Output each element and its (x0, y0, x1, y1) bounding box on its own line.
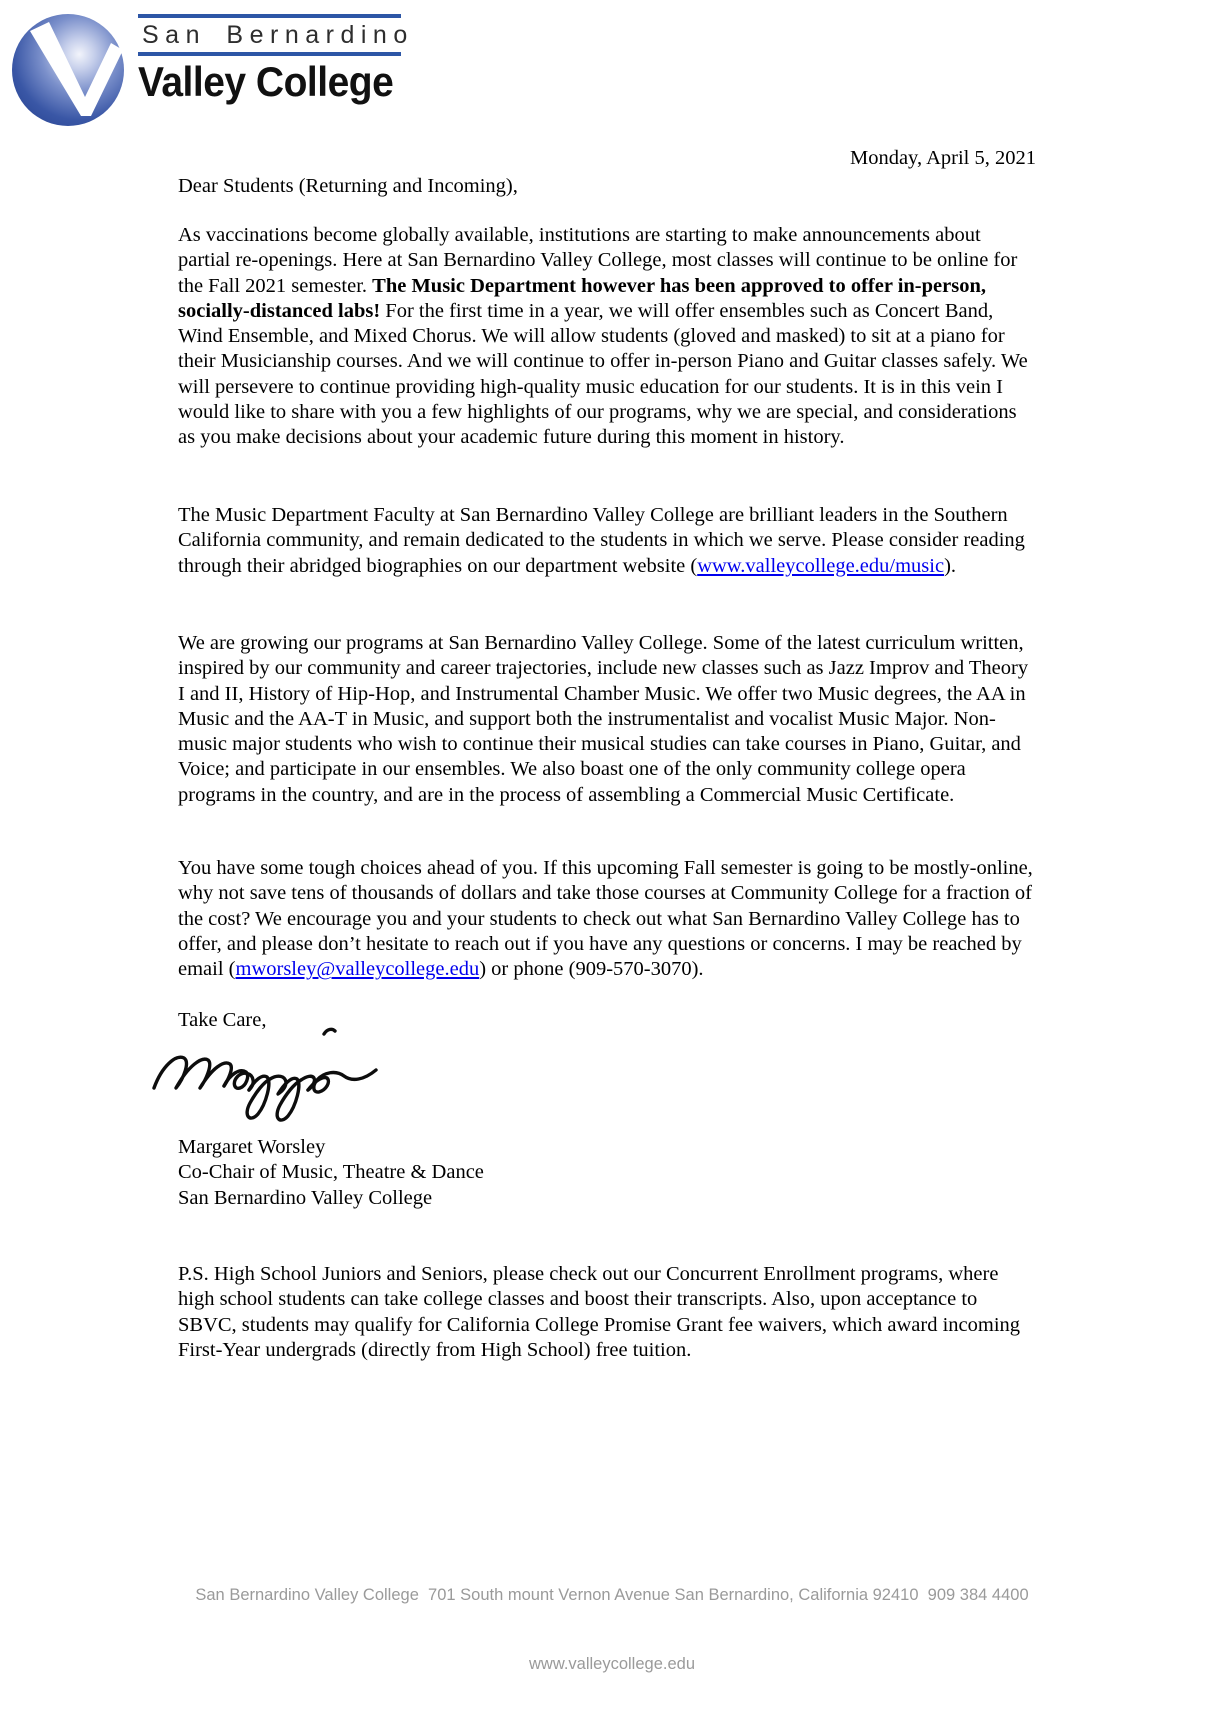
college-letterhead (6, 8, 414, 132)
paragraph-faculty (178, 503, 1036, 579)
closing-line: Take Care, (178, 1009, 267, 1031)
paragraph-text: The Music Department Faculty at San Bernardino Valley College are brilliant leaders in the Southern California community, and remain dedicated to the students in which we serve. Please consider reading through their abridged biographies on our department website ( (178, 504, 1025, 577)
letter-date: Monday, April 5, 2021 (849, 147, 1036, 169)
college-logo-icon (6, 8, 130, 132)
footer-address-line: San Bernardino Valley College 701 South mount Vernon Avenue San Bernardino, California 92410 909 384 4400 (195, 1586, 1029, 1604)
college-logo-text (138, 8, 414, 104)
paragraph-reopening (178, 223, 1036, 451)
signer-name: Margaret Worsley (178, 1136, 326, 1158)
paragraph-text: For the first time in a year, we will offer ensembles such as Concert Band, Wind Ensemble, and Mixed Chorus. We will allow students (gloved and masked) to sit at a piano for their Musicianship courses. And we will continue to offer in-person Piano and Guitar classes safely. We will persevere to continue providing high-quality music education for our students. It is in this vein I would like to share with you a few highlights of our programs, why we are special, and considerations as you make decisions about your academic future during this moment in history. (178, 299, 1028, 449)
letter-footer (0, 1538, 1224, 1722)
signature-image (148, 1022, 383, 1127)
paragraph-programs: We are growing our programs at San Bernardino Valley College. Some of the latest curriculum written, inspired by our community and career trajectories, include new classes such as Jazz Improv and Theory I and II, History of Hip-Hop, and Instrumental Chamber Music. We offer two Music degrees, the AA in Music and the AA-T in Music, and support both the instrumentalist and vocalist Music Major. Non-music major students who wish to continue their musical studies can take courses in Piano, Guitar, and Voice; and participate in our ensembles. We also boast one of the only community college opera programs in the country, and are in the process of assembling a Commercial Music Certificate. (178, 632, 1029, 806)
paragraph-text: ) or phone (909-570-3070). (479, 958, 704, 981)
signer-title: Co-Chair of Music, Theatre & Dance (178, 1161, 484, 1184)
footer-website: www.valleycollege.edu (528, 1655, 695, 1673)
paragraph-text: You have some tough choices ahead of you. If this upcoming Fall semester is going to be mostly-online, why not save tens of thousands of dollars and take those courses at Community College for a fraction of the cost? We encourage you and your students to check out what San Bernardino Valley College has to offer, and please don’t hesitate to reach out if you have any questions or concerns. I may be reached by email ( (178, 857, 1033, 981)
signer-block (178, 1135, 1036, 1211)
department-website-link[interactable]: www.valleycollege.edu/music (697, 554, 945, 577)
salutation: Dear Students (Returning and Incoming), (178, 175, 518, 197)
college-name-top: San Bernardino (142, 21, 414, 49)
signer-organization: San Bernardino Valley College (178, 1186, 433, 1209)
logo-middle-rule (138, 52, 401, 56)
paragraph-text: ). (944, 554, 957, 577)
logo-top-rule (138, 14, 401, 18)
college-name-bottom: Valley College (138, 60, 394, 106)
bold-announcement-text: The Music Department however has been approved to offer in-person, socially-distanced labs! (178, 274, 986, 322)
postscript-paragraph: P.S. High School Juniors and Seniors, please check out our Concurrent Enrollment programs, where high school students can take college classes and boost their transcripts. Also, upon acceptance to SBVC, students may qualify for California College Promise Grant fee waivers, which award incoming First-Year undergrads (directly from High School) free tuition. (178, 1263, 1021, 1361)
email-link[interactable]: mworsley@valleycollege.edu (235, 958, 480, 981)
paragraph-text: As vaccinations become globally available, institutions are starting to make announcements about partial re-openings. Here at San Bernardino Valley College, most classes will continue to be online for the Fall 2021 semester. (178, 224, 1018, 297)
paragraph-choices (178, 856, 1036, 982)
